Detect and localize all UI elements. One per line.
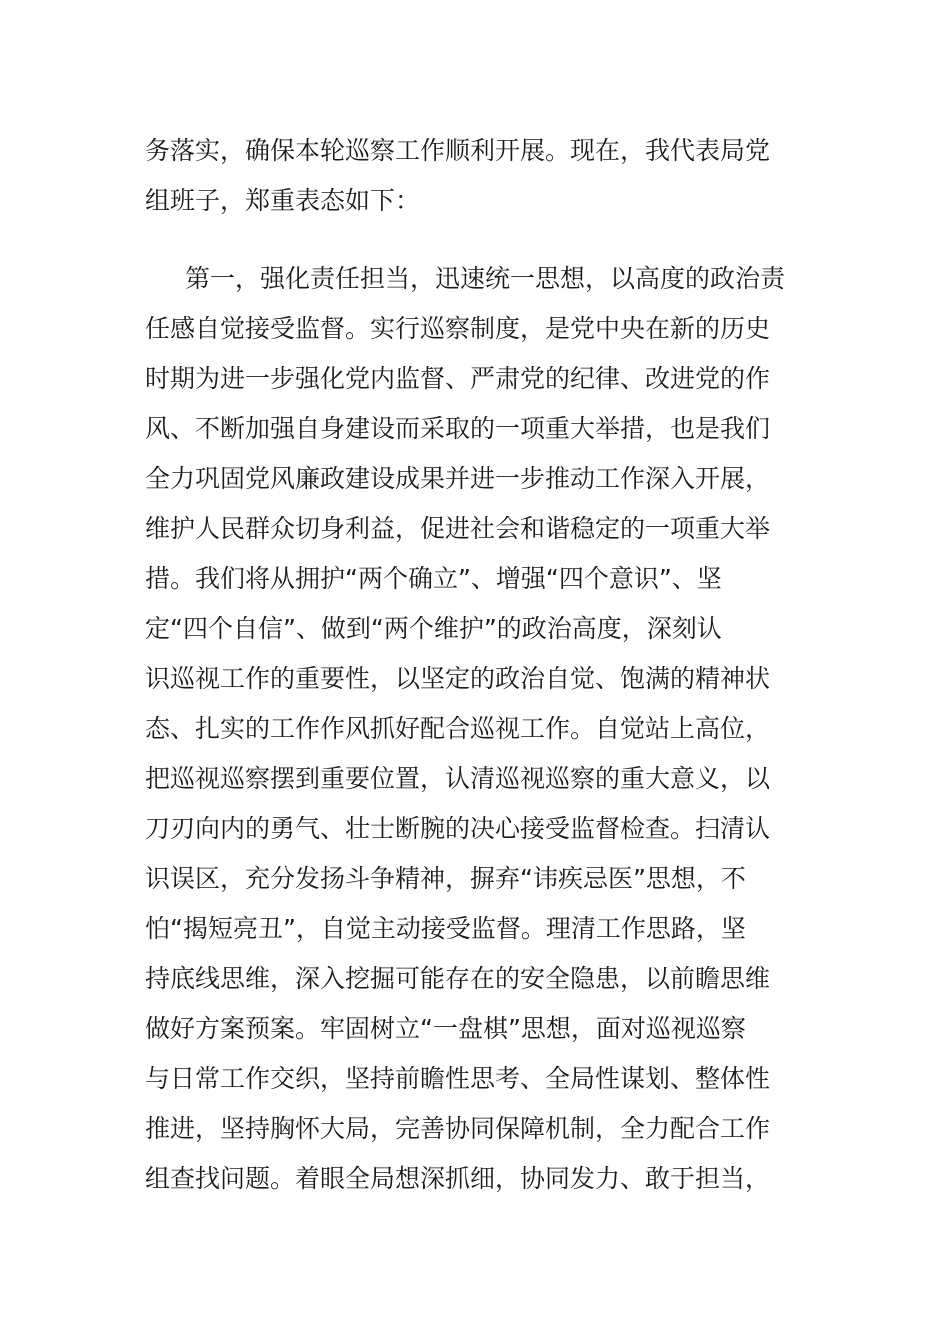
text-line: 识误区，充分发扬斗争精神，摒弃“讳疾忌医”思想，不 (145, 864, 746, 893)
text-line: 怕“揭短亮丑”，自觉主动接受监督。理清工作思路，坚 (145, 914, 746, 943)
text-line: 维护人民群众切身利益，促进社会和谐稳定的一项重大举 (145, 514, 771, 543)
text-line: 组班子，郑重表态如下： (145, 186, 421, 215)
paragraph-first-point (145, 254, 805, 1204)
text-line: 与日常工作交织，坚持前瞻性思考、全局性谋划、整体性 (145, 1064, 771, 1093)
text-line: 务落实，确保本轮巡察工作顺利开展。现在，我代表局党 (145, 136, 771, 165)
text-line: 持底线思维，深入挖掘可能存在的安全隐患，以前瞻思维 (145, 964, 771, 993)
text-line: 做好方案预案。牢固树立“一盘棋”思想，面对巡视巡察 (145, 1014, 746, 1043)
text-line: 第一，强化责任担当，迅速统一思想，以高度的政治责 (185, 264, 786, 293)
text-line: 任感自觉接受监督。实行巡察制度，是党中央在新的历史 (145, 314, 771, 343)
text-line: 全力巩固党风廉政建设成果并进一步推动工作深入开展， (145, 464, 771, 493)
text-line: 定“四个自信”、做到“两个维护”的政治高度，深刻认 (145, 614, 722, 643)
text-line: 措。我们将从拥护“两个确立”、增强“四个意识”、坚 (145, 564, 722, 593)
text-line: 推进，坚持胸怀大局，完善协同保障机制，全力配合工作 (145, 1114, 771, 1143)
text-line: 识巡视工作的重要性，以坚定的政治自觉、饱满的精神状 (145, 664, 771, 693)
text-line: 把巡视巡察摆到重要位置，认清巡视巡察的重大意义，以 (145, 764, 771, 793)
text-line: 风、不断加强自身建设而采取的一项重大举措，也是我们 (145, 414, 771, 443)
text-line: 时期为进一步强化党内监督、严肃党的纪律、改进党的作 (145, 364, 771, 393)
text-line: 刀刃向内的勇气、壮士断腕的决心接受监督检查。扫清认 (145, 814, 771, 843)
text-line: 组查找问题。着眼全局想深抓细，协同发力、敢于担当， (145, 1164, 771, 1193)
paragraph-continuation (145, 126, 805, 226)
text-line: 态、扎实的工作作风抓好配合巡视工作。自觉站上高位， (145, 714, 771, 743)
